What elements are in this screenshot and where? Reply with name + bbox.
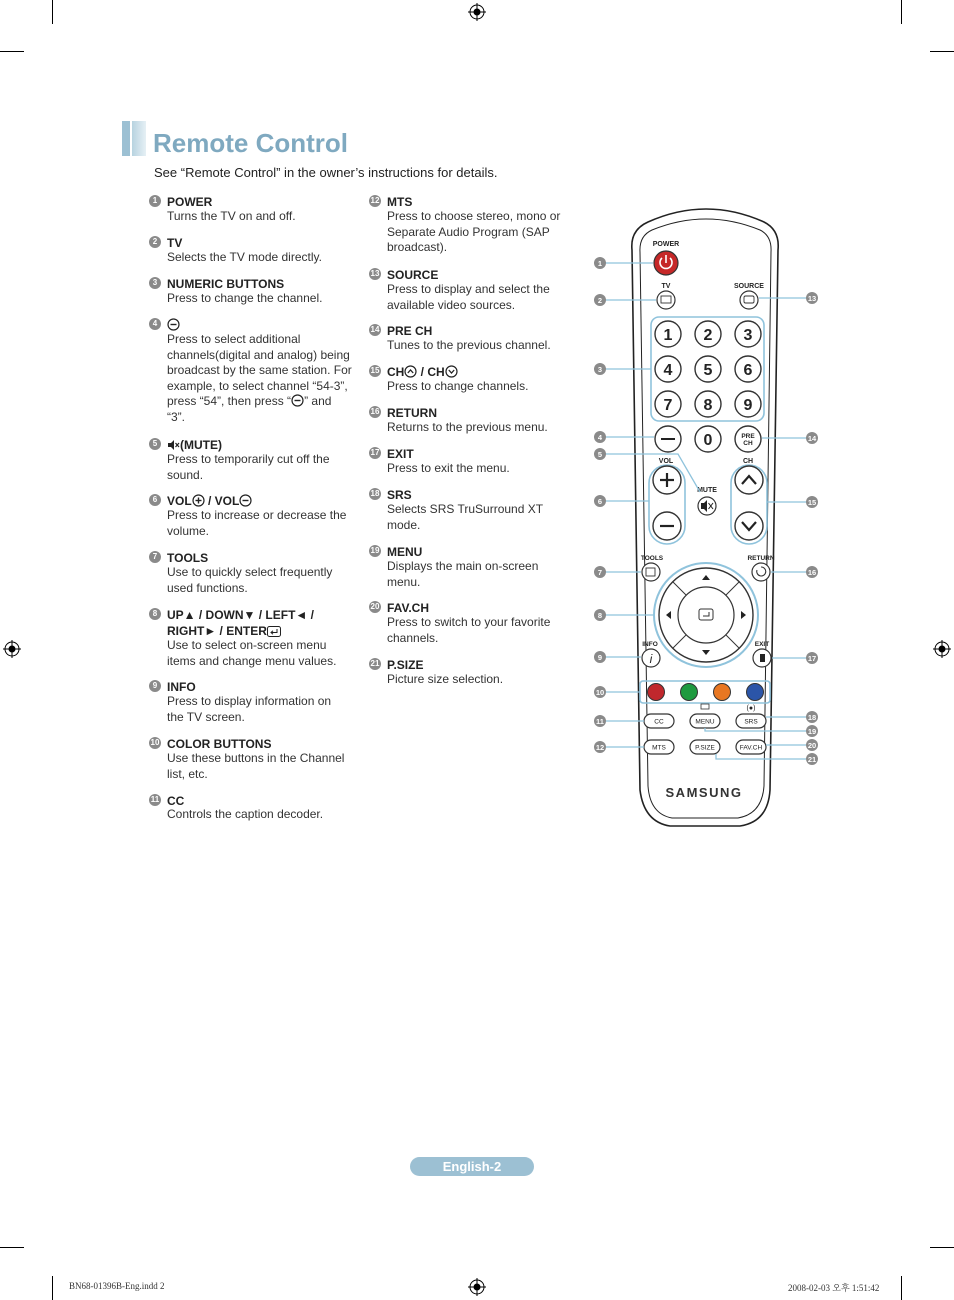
- callout-number: 21: [807, 754, 817, 764]
- color-button: [681, 684, 698, 701]
- exit-icon: [760, 654, 765, 662]
- digit-label: 3: [743, 327, 753, 344]
- item-description: Press to display information on the TV screen.: [167, 694, 332, 724]
- digit-label: 7: [663, 397, 673, 414]
- callout-number: 13: [807, 293, 817, 303]
- item-title: CC: [167, 794, 185, 808]
- digit-label: 1: [663, 327, 673, 344]
- title-accent-bar: [132, 121, 146, 156]
- item-title: VOL / VOL: [167, 493, 252, 509]
- callout-number: 9: [597, 652, 603, 662]
- ch-up-button: [735, 466, 763, 494]
- color-button: [747, 684, 764, 701]
- digit-label: 4: [663, 362, 673, 379]
- tools-label: TOOLS: [640, 555, 664, 562]
- vol-label: VOL: [658, 458, 674, 465]
- info-icon: i: [649, 652, 653, 666]
- callout-number: 2: [597, 295, 603, 305]
- item-number-badge: 3: [149, 277, 161, 289]
- return-label: RETURN: [747, 555, 775, 562]
- digit-label: 0: [703, 432, 713, 449]
- item-description: Press to exit the menu.: [387, 461, 510, 475]
- callout-number: 4: [597, 432, 603, 442]
- registration-mark-icon: [933, 640, 951, 658]
- crop-mark: [52, 1276, 53, 1300]
- digit-label: 6: [743, 362, 753, 379]
- color-button: [714, 684, 731, 701]
- item-title: TV: [167, 236, 183, 250]
- mts-label: MTS: [652, 744, 666, 752]
- item-title: [167, 317, 180, 333]
- remote-control-illustration: [585, 200, 825, 840]
- item-description: Displays the main on-screen menu.: [387, 559, 539, 589]
- source-label: SOURCE: [734, 283, 764, 290]
- item-number-badge: 6: [149, 494, 161, 506]
- registration-mark-icon: [3, 640, 21, 658]
- item-description: Tunes to the previous channel.: [387, 338, 551, 352]
- item-title: MTS: [387, 195, 413, 209]
- crop-mark: [901, 0, 902, 24]
- item-title: PRE CH: [387, 324, 433, 338]
- info-label: INFO: [642, 641, 658, 648]
- item-number-badge: 18: [370, 489, 380, 498]
- digit-label: 5: [703, 362, 713, 379]
- item-title: TOOLS: [167, 551, 209, 565]
- power-label: POWER: [652, 241, 680, 248]
- item-number-badge: 15: [370, 366, 380, 375]
- item-description: Use to select on-screen menu items and change menu values.: [167, 638, 337, 668]
- page-number-badge: English-2: [410, 1157, 534, 1176]
- item-title: NUMERIC BUTTONS: [167, 277, 285, 291]
- callout-number: 19: [807, 726, 817, 736]
- psize-label: P.SIZE: [695, 744, 715, 752]
- digit-label: 9: [743, 397, 753, 414]
- callout-number: 3: [597, 364, 603, 374]
- callout-number: 15: [807, 497, 817, 507]
- crop-mark: [930, 51, 954, 52]
- ch-label: CH: [742, 458, 754, 465]
- item-title: RETURN: [387, 406, 437, 420]
- item-description: Turns the TV on and off.: [167, 209, 296, 223]
- prech-label: PRE: [741, 433, 755, 440]
- menu-label: MENU: [695, 718, 715, 726]
- mute-label: MUTE: [697, 487, 717, 494]
- item-description: Press to change the channel.: [167, 291, 323, 305]
- item-description: Controls the caption decoder.: [167, 807, 324, 821]
- tv-button: [657, 291, 675, 309]
- item-title: (MUTE): [167, 437, 222, 453]
- callout-number: 11: [596, 716, 604, 726]
- file-info-left: BN68-01396B-Eng.indd 2: [69, 1281, 165, 1291]
- item-description: Picture size selection.: [387, 672, 504, 686]
- item-number-badge: 9: [149, 680, 161, 692]
- item-description: Press to select additional channels(digital and analog) being broadcast by the same station. For example, to select channel “54-3”, press “54”, then press “ ” and “3”.: [167, 332, 352, 424]
- callout-number: 17: [807, 653, 817, 663]
- item-number-badge: 13: [370, 269, 380, 278]
- item-title: MENU: [387, 545, 423, 559]
- crop-mark: [930, 1247, 954, 1248]
- item-title: P.SIZE: [387, 658, 424, 672]
- callout-number: 5: [597, 449, 603, 459]
- item-description: Selects SRS TruSurround XT mode.: [387, 502, 543, 532]
- item-number-badge: 10: [150, 738, 160, 747]
- item-description: Press to switch to your favorite channels.: [387, 615, 551, 645]
- item-title: EXIT: [387, 447, 414, 461]
- item-number-badge: 11: [150, 795, 160, 804]
- item-number-badge: 7: [149, 551, 161, 563]
- color-button: [648, 684, 665, 701]
- item-description: Press to increase or decrease the volume.: [167, 508, 347, 538]
- item-description: Use these buttons in the Channel list, etc.: [167, 751, 345, 781]
- ch-down-button: [735, 512, 763, 540]
- callout-number: 16: [807, 567, 817, 577]
- item-number-badge: 1: [149, 195, 161, 207]
- item-description: Selects the TV mode directly.: [167, 250, 322, 264]
- item-description: Press to temporarily cut off the sound.: [167, 452, 330, 482]
- item-title: SRS: [387, 488, 412, 502]
- item-number-badge: 12: [370, 196, 380, 205]
- item-title: SOURCE: [387, 268, 439, 282]
- digit-label: 8: [703, 397, 713, 414]
- srs-label: SRS: [744, 718, 758, 726]
- enter-button: [678, 587, 734, 643]
- prech-label: CH: [743, 440, 753, 447]
- item-description: Press to choose stereo, mono or Separate Audio Program (SAP broadcast).: [387, 209, 561, 255]
- callout-number: 7: [597, 567, 603, 577]
- crop-mark: [901, 1276, 902, 1300]
- samsung-logo: SAMSUNG: [665, 785, 743, 800]
- callout-number: 6: [597, 496, 603, 506]
- callout-number: 14: [807, 433, 817, 443]
- item-number-badge: 14: [370, 325, 380, 334]
- item-title: UP▲ / DOWN▼ / LEFT◄ / RIGHT► / ENTER: [167, 608, 314, 638]
- page-subtitle: See “Remote Control” in the owner’s instructions for details.: [154, 165, 498, 180]
- callout-number: 8: [597, 610, 603, 620]
- favch-label: FAV.CH: [739, 744, 763, 752]
- title-accent-bar: [122, 121, 130, 156]
- callout-number: 10: [595, 687, 605, 697]
- item-number-badge: 19: [370, 546, 380, 555]
- item-title: FAV.CH: [387, 601, 430, 615]
- item-description: Press to display and select the available video sources.: [387, 282, 550, 312]
- item-number-badge: 21: [370, 659, 380, 668]
- digit-label: 2: [703, 327, 713, 344]
- exit-label: EXIT: [754, 641, 770, 648]
- item-description: Returns to the previous menu.: [387, 420, 548, 434]
- item-title: COLOR BUTTONS: [167, 737, 272, 751]
- item-number-badge: 16: [370, 407, 380, 416]
- item-number-badge: 2: [149, 236, 161, 248]
- crop-mark: [0, 51, 24, 52]
- return-button: [752, 563, 770, 581]
- item-number-badge: 20: [370, 602, 380, 611]
- item-number-badge: 17: [370, 448, 380, 457]
- registration-mark-icon: [468, 3, 486, 21]
- srs-icon: (●): [746, 705, 756, 712]
- callout-number: 12: [595, 742, 605, 752]
- item-number-badge: 4: [149, 318, 161, 330]
- crop-mark: [0, 1247, 24, 1248]
- tools-button: [642, 563, 660, 581]
- item-number-badge: 8: [149, 608, 161, 620]
- item-description: Press to change channels.: [387, 379, 529, 393]
- source-button: [740, 291, 758, 309]
- tv-label: TV: [661, 283, 671, 290]
- callout-number: 1: [597, 258, 603, 268]
- item-number-badge: 5: [149, 438, 161, 450]
- item-title: POWER: [167, 195, 213, 209]
- registration-mark-icon: [468, 1278, 486, 1296]
- item-description: Use to quickly select frequently used functions.: [167, 565, 333, 595]
- page-title: Remote Control: [153, 128, 348, 158]
- crop-mark: [52, 0, 53, 24]
- file-info-right: 2008-02-03 오후 1:51:42: [788, 1283, 880, 1293]
- callout-number: 18: [807, 712, 817, 722]
- callout-number: 20: [807, 740, 817, 750]
- item-title: INFO: [167, 680, 196, 694]
- item-title: CH / CH: [387, 364, 458, 380]
- cc-label: CC: [654, 718, 664, 726]
